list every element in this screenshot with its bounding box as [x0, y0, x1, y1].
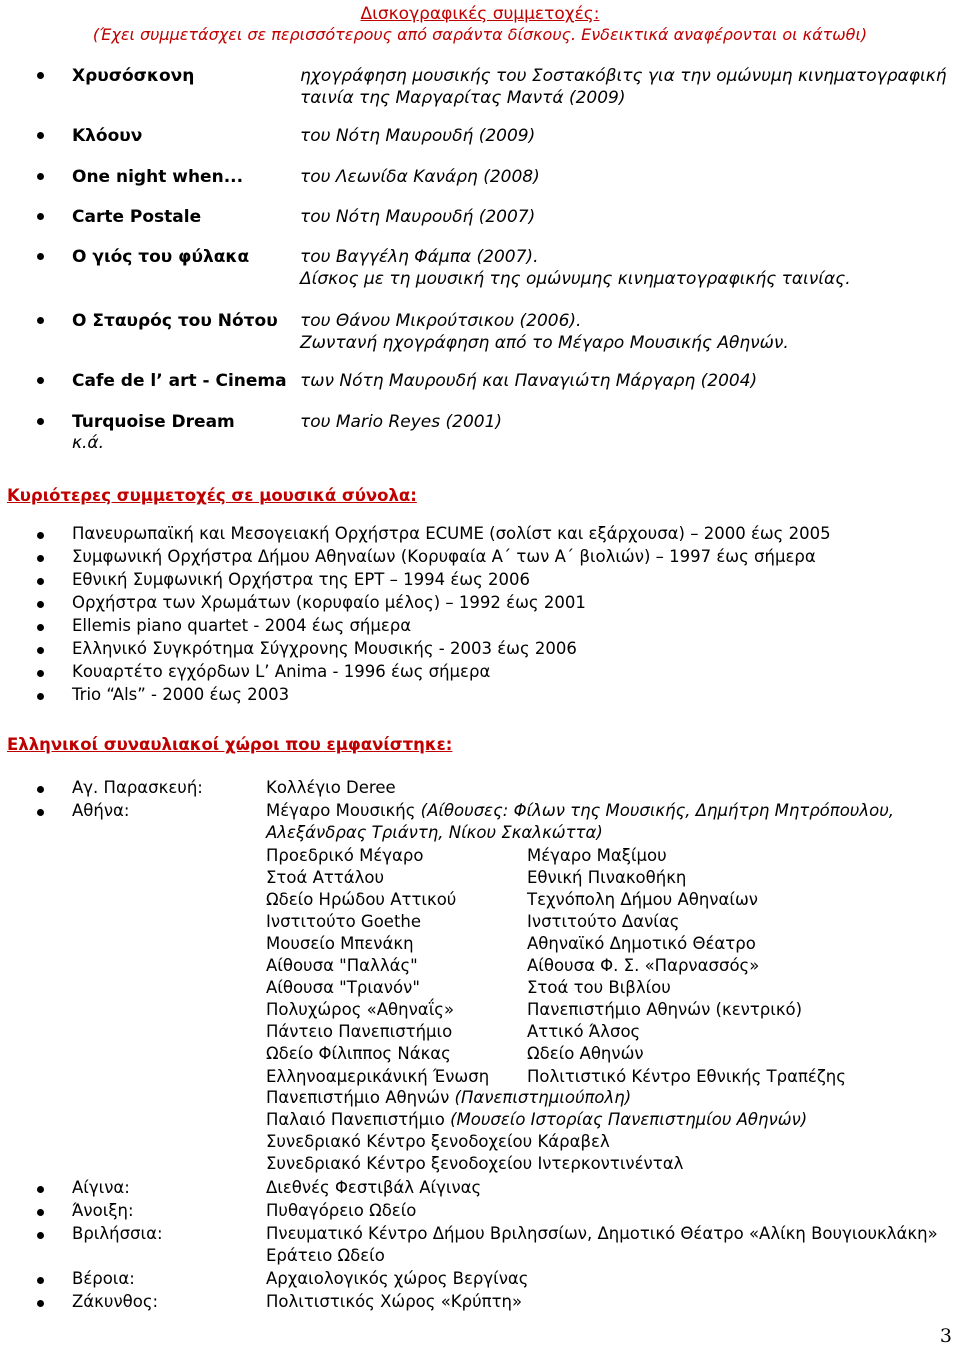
venue-name: Πανεπιστήμιο Αθηνών (κεντρικό)	[527, 1000, 803, 1019]
bullet-icon	[37, 317, 44, 324]
disc-desc: του Mario Reyes (2001)	[300, 412, 503, 432]
venue-name: Στοά Αττάλου	[266, 868, 385, 887]
venue-city-label: Αθήνα:	[72, 801, 130, 820]
disc-title: One night when...	[72, 167, 244, 187]
venue-name: Πάντειο Πανεπιστήμιο	[266, 1022, 453, 1041]
bullet-icon	[37, 670, 44, 677]
venue-name: Αίθουσα Φ. Σ. «Παρνασσός»	[527, 956, 760, 975]
venue-city-label: Αγ. Παρασκευή:	[72, 778, 203, 797]
venue-name: Αίθουσα "Τριανόν"	[266, 978, 420, 997]
bullet-icon	[37, 72, 44, 79]
bullet-icon	[37, 1209, 44, 1216]
bullet-icon	[37, 1277, 44, 1284]
bullet-icon	[37, 809, 44, 816]
disc-title: Χρυσόσκονη	[72, 66, 195, 86]
disc-desc: του Βαγγέλη Φάμπα (2007).	[300, 247, 539, 267]
bullet-icon	[37, 578, 44, 585]
ensemble-item: Εθνική Συμφωνική Ορχήστρα της ΕΡΤ – 1994 έως 2006	[72, 570, 530, 589]
venue-halls-note: (Αίθουσες: Φίλων της Μουσικής, Δημήτρη Μητρόπουλου,	[420, 801, 895, 820]
disc-title: Ο Σταυρός του Νότου	[72, 311, 278, 331]
disc-desc: του Νότη Μαυρουδή (2007)	[300, 207, 536, 227]
venue-name: Προεδρικό Μέγαρο	[266, 846, 424, 865]
venue-name: Αρχαιολογικός χώρος Βεργίνας	[266, 1269, 529, 1288]
venue-name: Κολλέγιο Deree	[266, 778, 396, 797]
disc-desc: του Θάνου Μικρούτσικου (2006).	[300, 311, 582, 331]
ensemble-item: Κουαρτέτο εγχόρδων L’ Anima - 1996 έως σήμερα	[72, 662, 491, 681]
disc-desc: Δίσκος με τη μουσική της ομώνυμης κινηματογραφικής ταινίας.	[300, 269, 851, 289]
ensemble-item: Trio “Als” - 2000 έως 2003	[72, 685, 290, 704]
venue-name: Ωδείο Ηρώδου Αττικού	[266, 890, 457, 909]
venue-name: Πολιτιστικός Χώρος «Κρύπτη»	[266, 1292, 523, 1311]
bullet-icon	[37, 173, 44, 180]
page-number: 3	[939, 1325, 952, 1347]
bullet-icon	[37, 1300, 44, 1307]
bullet-icon	[37, 253, 44, 260]
venue-name	[266, 1109, 807, 1131]
venue-name: Ωδείο Φίλιππος Νάκας	[266, 1044, 451, 1063]
disc-desc: του Λεωνίδα Κανάρη (2008)	[300, 167, 540, 187]
venue-name: Εθνική Πινακοθήκη	[527, 868, 687, 887]
venue-name: Μουσείο Μπενάκη	[266, 934, 414, 953]
venue-name: Συνεδριακό Κέντρο ξενοδοχείου Κάραβελ	[266, 1132, 610, 1151]
venue-city-label: Βριλήσσια:	[72, 1224, 163, 1243]
disc-desc: ταινία της Μαργαρίτας Μαντά (2009)	[300, 88, 626, 108]
ensemble-item: Ελληνικό Συγκρότημα Σύγχρονης Μουσικής - 2003 έως 2006	[72, 639, 577, 658]
bullet-icon	[37, 624, 44, 631]
disc-desc: ηχογράφηση μουσικής του Σοστακόβιτς για την ομώνυμη κινηματογραφική	[300, 66, 947, 86]
ensemble-item: Συμφωνική Ορχήστρα Δήμου Αθηναίων (Κορυφαία Α΄ των Α΄ βιολιών) – 1997 έως σήμερα	[72, 547, 816, 566]
bullet-icon	[37, 377, 44, 384]
venue-name: Αττικό Άλσος	[527, 1022, 641, 1041]
venue-name: Πολυχώρος «Αθηναΐς»	[266, 1000, 455, 1019]
venues-heading: Ελληνικοί συναυλιακοί χώροι που εμφανίστηκε:	[7, 735, 453, 754]
venue-name: Πυθαγόρειο Ωδείο	[266, 1201, 417, 1220]
venue-note: (Πανεπιστημιούπολη)	[454, 1088, 632, 1107]
venue-city-label: Ζάκυνθος:	[72, 1292, 159, 1311]
disc-title: Cafe de l’ art - Cinema	[72, 371, 287, 391]
venue-name: Μέγαρο Μαξίμου	[527, 846, 667, 865]
discography-heading: Δισκογραφικές συμμετοχές:	[360, 4, 600, 24]
venue-note: (Μουσείο Ιστορίας Πανεπιστημίου Αθηνών)	[450, 1110, 808, 1129]
disc-desc: των Νότη Μαυρουδή και Παναγιώτη Μάργαρη (2004)	[300, 371, 758, 391]
venue-name: Αίθουσα "Παλλάς"	[266, 956, 418, 975]
venue-main-name: Πανεπιστήμιο Αθηνών	[266, 1088, 450, 1107]
venue-city-label: Άνοιξη:	[72, 1201, 134, 1220]
ensemble-item: Πανευρωπαϊκή και Μεσογειακή Ορχήστρα ECUME (σολίστ και εξάρχουσα) – 2000 έως 2005	[72, 524, 831, 543]
bullet-icon	[37, 213, 44, 220]
bullet-icon	[37, 132, 44, 139]
venue-name: Τεχνόπολη Δήμου Αθηναίων	[527, 890, 759, 909]
venue-city-label: Αίγινα:	[72, 1178, 130, 1197]
venue-name: Πολιτιστικό Κέντρο Εθνικής Τραπέζης	[527, 1067, 846, 1086]
bullet-icon	[37, 555, 44, 562]
bullet-icon	[37, 1232, 44, 1239]
venue-name: Συνεδριακό Κέντρο ξενοδοχείου Ιντερκοντινένταλ	[266, 1154, 684, 1173]
disc-title: Turquoise Dream	[72, 412, 235, 432]
venue-name	[266, 800, 894, 822]
ensemble-item: Ορχήστρα των Χρωμάτων (κορυφαίο μέλος) – 1992 έως 2001	[72, 593, 586, 612]
disc-desc: του Νότη Μαυρουδή (2009)	[300, 126, 536, 146]
bullet-icon	[37, 601, 44, 608]
bullet-icon	[37, 693, 44, 700]
disc-etc: κ.ά.	[72, 433, 105, 453]
bullet-icon	[37, 418, 44, 425]
disc-title: Ο γιός του φύλακα	[72, 247, 250, 267]
venue-name: Διεθνές Φεστιβάλ Αίγινας	[266, 1178, 482, 1197]
venue-name: Ωδείο Αθηνών	[527, 1044, 644, 1063]
venue-name: Εράτειο Ωδείο	[266, 1246, 385, 1265]
venue-name: Ελληνοαμερικάνική Ένωση	[266, 1067, 490, 1086]
ensembles-heading: Κυριότερες συμμετοχές σε μουσικά σύνολα:	[7, 486, 417, 505]
venue-name: Στοά του Βιβλίου	[527, 978, 671, 997]
venue-main-name: Μέγαρο Μουσικής	[266, 801, 416, 820]
venue-name: Ινστιτούτο Δανίας	[527, 912, 680, 931]
venue-main-name: Παλαιό Πανεπιστήμιο	[266, 1110, 445, 1129]
discography-subtitle: (Έχει συμμετάσχει σε περισσότερους από σαράντα δίσκους. Ενδεικτικά αναφέρονται οι κάτωθι)	[92, 25, 868, 44]
venue-name: Ινστιτούτο Goethe	[266, 912, 422, 931]
disc-desc: Ζωντανή ηχογράφηση από το Μέγαρο Μουσικής Αθηνών.	[300, 333, 789, 353]
ensemble-item: Ellemis piano quartet - 2004 έως σήμερα	[72, 616, 412, 635]
venue-name: Αθηναϊκό Δημοτικό Θέατρο	[527, 934, 756, 953]
venue-city-label: Βέροια:	[72, 1269, 135, 1288]
venue-halls-note: Αλεξάνδρας Τριάντη, Νίκου Σκαλκώττα)	[266, 823, 603, 842]
venue-name	[266, 1087, 631, 1109]
bullet-icon	[37, 647, 44, 654]
disc-title: Κλόουν	[72, 126, 143, 146]
bullet-icon	[37, 1186, 44, 1193]
disc-title: Carte Postale	[72, 207, 202, 227]
venue-name: Πνευματικό Κέντρο Δήμου Βριλησσίων, Δημοτικό Θέατρο «Αλίκη Βουγιουκλάκη»	[266, 1224, 938, 1243]
bullet-icon	[37, 786, 44, 793]
bullet-icon	[37, 532, 44, 539]
